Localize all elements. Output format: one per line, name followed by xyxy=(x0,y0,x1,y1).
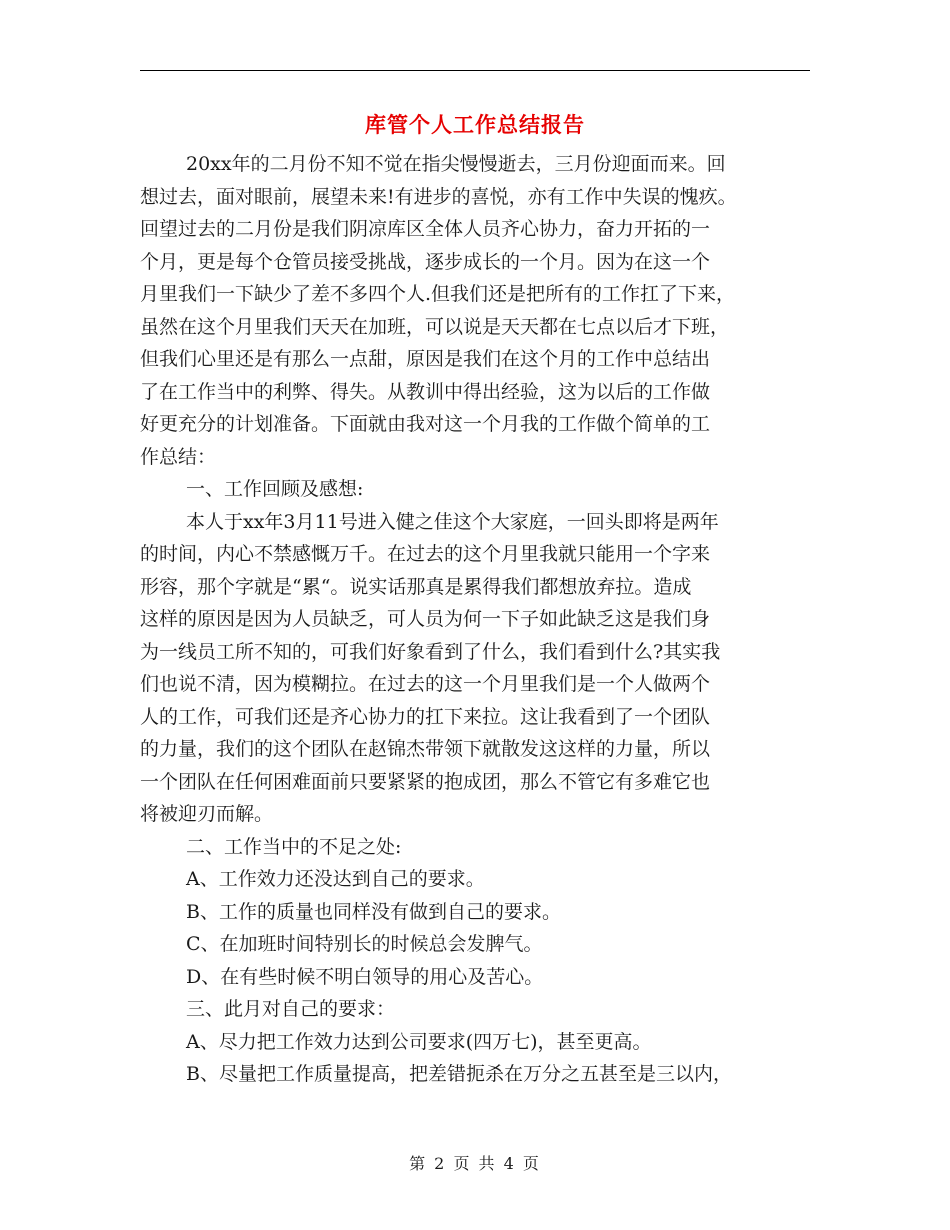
paragraph-line: 本人于xx年3月11号进入健之佳这个大家庭，一回头即将是两年 xyxy=(186,510,719,533)
paragraph-line: 作总结： xyxy=(140,445,217,468)
paragraph-line: 的力量，我们的这个团队在赵锦杰带领下就散发这这样的力量，所以 xyxy=(140,738,711,760)
paragraph-line: 虽然在这个月里我们天天在加班，可以说是天天都在七点以后才下班， xyxy=(140,315,730,338)
list-item: A、尽力把工作效力达到公司要求(四万七)，甚至更高。 xyxy=(186,1030,652,1053)
document-title: 库管个人工作总结报告 xyxy=(365,113,585,137)
paragraph-line: 的时间，内心不禁感慨万千。在过去的这个月里我就只能用一个字来 xyxy=(140,543,711,565)
list-item: B、尽量把工作质量提高，把差错扼杀在万分之五甚至是三以内， xyxy=(186,1063,732,1085)
header-rule xyxy=(140,70,810,71)
list-item: D、在有些时候不明白领导的用心及苦心。 xyxy=(186,965,544,988)
paragraph-line: 20xx年的二月份不知不觉在指尖慢慢逝去，三月份迎面而来。回 xyxy=(186,153,726,175)
paragraph-line: 回望过去的二月份是我们阴凉库区全体人员齐心协力，奋力开拓的一 xyxy=(140,218,711,240)
paragraph-line: 但我们心里还是有那么一点甜，原因是我们在这个月的工作中总结出 xyxy=(140,348,711,370)
section-heading: 三、此月对自己的要求： xyxy=(186,998,396,1020)
paragraph-line: 为一线员工所不知的，可我们好象看到了什么，我们看到什么?其实我 xyxy=(140,640,721,663)
paragraph-line: 想过去，面对眼前，展望未来!有进步的喜悦，亦有工作中失误的愧疚。 xyxy=(140,185,737,208)
paragraph-line: 人的工作，可我们还是齐心协力的扛下来拉。这让我看到了一个团队 xyxy=(140,705,711,728)
paragraph-line: 形容，那个字就是“累“。说实话那真是累得我们都想放弃拉。造成 xyxy=(140,575,692,598)
section-heading: 二、工作当中的不足之处: xyxy=(186,835,402,858)
paragraph-line: 月里我们一下缺少了差不多四个人.但我们还是把所有的工作扛了下来， xyxy=(140,283,736,305)
paragraph-line: 一个团队在任何困难面前只要紧紧的抱成团，那么不管它有多难它也 xyxy=(140,770,711,793)
paragraph-line: 个月，更是每个仓管员接受挑战，逐步成长的一个月。因为在这一个 xyxy=(140,250,711,273)
list-item: B、工作的质量也同样没有做到自己的要求。 xyxy=(186,900,561,923)
paragraph-line: 们也说不清，因为模糊拉。在过去的这一个月里我们是一个人做两个 xyxy=(140,673,711,695)
document-body xyxy=(140,148,830,1091)
paragraph-line: 这样的原因是因为人员缺乏，可人员为何一下子如此缺乏这是我们身 xyxy=(140,608,711,630)
list-item: C、在加班时间特别长的时候总会发脾气。 xyxy=(186,933,543,955)
paragraph-line: 将被迎刃而解。 xyxy=(140,803,274,825)
paragraph-line: 好更充分的计划准备。下面就由我对这一个月我的工作做个简单的工 xyxy=(140,413,711,435)
list-item: A、工作效力还没达到自己的要求。 xyxy=(186,868,485,890)
paragraph-line: 了在工作当中的利弊、得失。从教训中得出经验，这为以后的工作做 xyxy=(140,380,711,403)
page-footer: 第 2 页 共 4 页 xyxy=(409,1154,541,1173)
section-heading: 一、工作回顾及感想: xyxy=(186,478,364,500)
